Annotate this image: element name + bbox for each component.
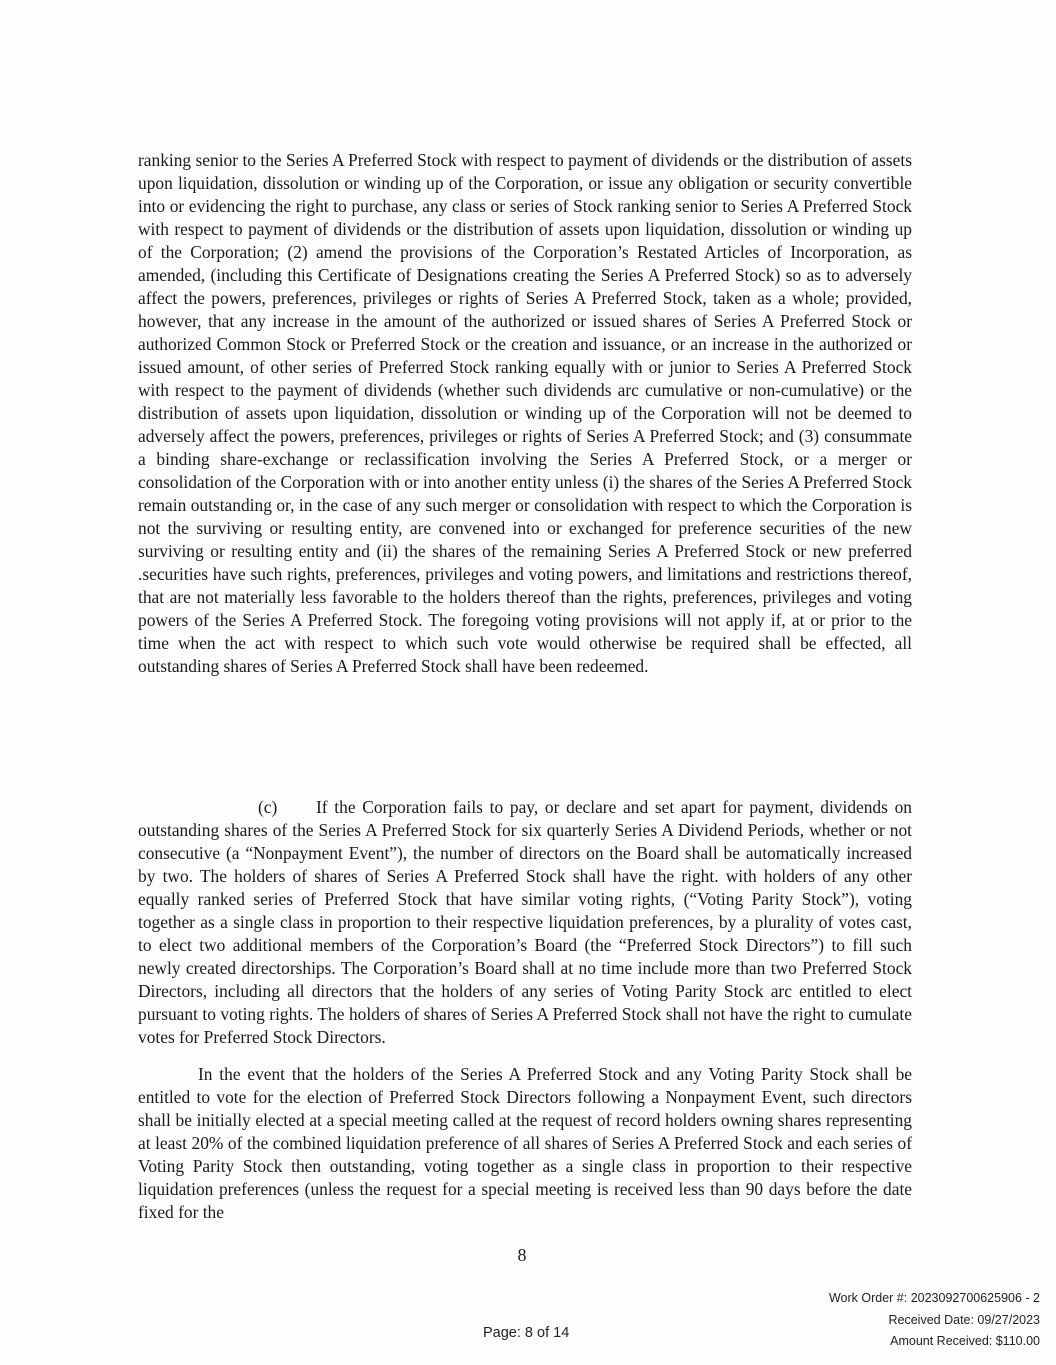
body-text-block (138, 149, 912, 678)
paragraph-election-special-meeting: In the event that the holders of the Series A Preferred Stock and any Voting Parity Stock shall be entitled to vote for the election of Preferred Stock Directors following a Nonpayment Event, such directors shall be initially elected at a special meeting called at the request of record holders owning shares representing at least 20% of the combined liquidation preference of all shares of Series A Preferred Stock and each series of Voting Parity Stock then outstanding, voting together as a single class in proportion to their respective liquidation preferences (unless the request for a special meeting is received less than 90 days before the date fixed for the (138, 1064, 912, 1222)
filing-receipt-stamp (829, 1288, 1040, 1353)
amount-received: Amount Received: $110.00 (890, 1334, 1040, 1348)
paragraph-voting-restrictions: ranking senior to the Series A Preferred Stock with respect to payment of dividends or the distribution of assets upon liquidation, dissolution or winding up of the Corporation, or issue any obligation or security convertible into or evidencing the right to purchase, any class or series of Stock ranking senior to Series A Preferred Stock with respect to payment of dividends or the distribution of assets upon liquidation, dissolution or winding up of the Corporation; (2) amend the provisions of the Corporation’s Restated Articles of Incorporation, as amended, (including this Certificate of Designations creating the Series A Preferred Stock) so as to adversely affect the powers, preferences, privileges or rights of Series A Preferred Stock, taken as a whole; provided, however, that any increase in the amount of the authorized or issued shares of Series A Preferred Stock or authorized Common Stock or Preferred Stock or the creation and issuance, or an increase in the authorized or issued amount, of other series of Preferred Stock ranking equally with or junior to Series A Preferred Stock with respect to the payment of dividends (whether such dividends arc cumulative or non-cumulative) or the distribution of assets upon liquidation, dissolution or winding up of the Corporation will not be deemed to adversely affect the powers, preferences, privileges or rights of Series A Preferred Stock; and (3) consummate a binding share-exchange or reclassification involving the Series A Preferred Stock, or a merger or consolidation of the Corporation with or into another entity unless (i) the shares of the Series A Preferred Stock remain outstanding or, in the case of any such merger or consolidation with respect to which the Corporation is not the surviving or resulting entity, are convened into or exchanged for preference securities of the new surviving or resulting entity and (ii) the shares of the remaining Series A Preferred Stock or new preferred .securities have such rights, preferences, privileges and voting powers, and limitations and restrictions thereof, that are not materially less favorable to the holders thereof than the rights, preferences, privileges and voting powers of the Series A Preferred Stock. The foregoing voting provisions will not apply if, at or prior to the time when the act with respect to which such vote would otherwise be required shall be effected, all outstanding shares of Series A Preferred Stock shall have been redeemed. (138, 150, 912, 676)
paragraph-c-label: (c) (258, 797, 278, 817)
work-order-number: Work Order #: 2023092700625906 - 2 (828, 1291, 1040, 1305)
paragraph-c-nonpayment-event (138, 796, 912, 1049)
received-date: Received Date: 09/27/2023 (888, 1312, 1040, 1327)
page-number: 8 (517, 1245, 527, 1265)
footer-page-indicator: Page: 8 of 14 (483, 1325, 570, 1341)
paragraph-c-text: If the Corporation fails to pay, or declare and set apart for payment, dividends on outstanding shares of the Series A Preferred Stock for six quarterly Series A Dividend Periods, whether or not consecutive (a “Nonpayment Event”), the number of directors on the Board shall be automatically increased by two. The holders of shares of Series A Preferred Stock shall have the right. with holders of any other equally ranked series of Preferred Stock that have similar voting rights, (“Voting Parity Stock”), voting together as a single class in proportion to their respective liquidation preferences, by a plurality of votes cast, to elect two additional members of the Corporation’s Board (the “Preferred Stock Directors”) to fill such newly created directorships. The Corporation’s Board shall at no time include more than two Preferred Stock Directors, including all directors that the holders of any series of Voting Parity Stock arc entitled to elect pursuant to voting rights. The holders of shares of Series A Preferred Stock shall not have the right to cumulate votes for Preferred Stock Directors. (138, 797, 912, 1047)
